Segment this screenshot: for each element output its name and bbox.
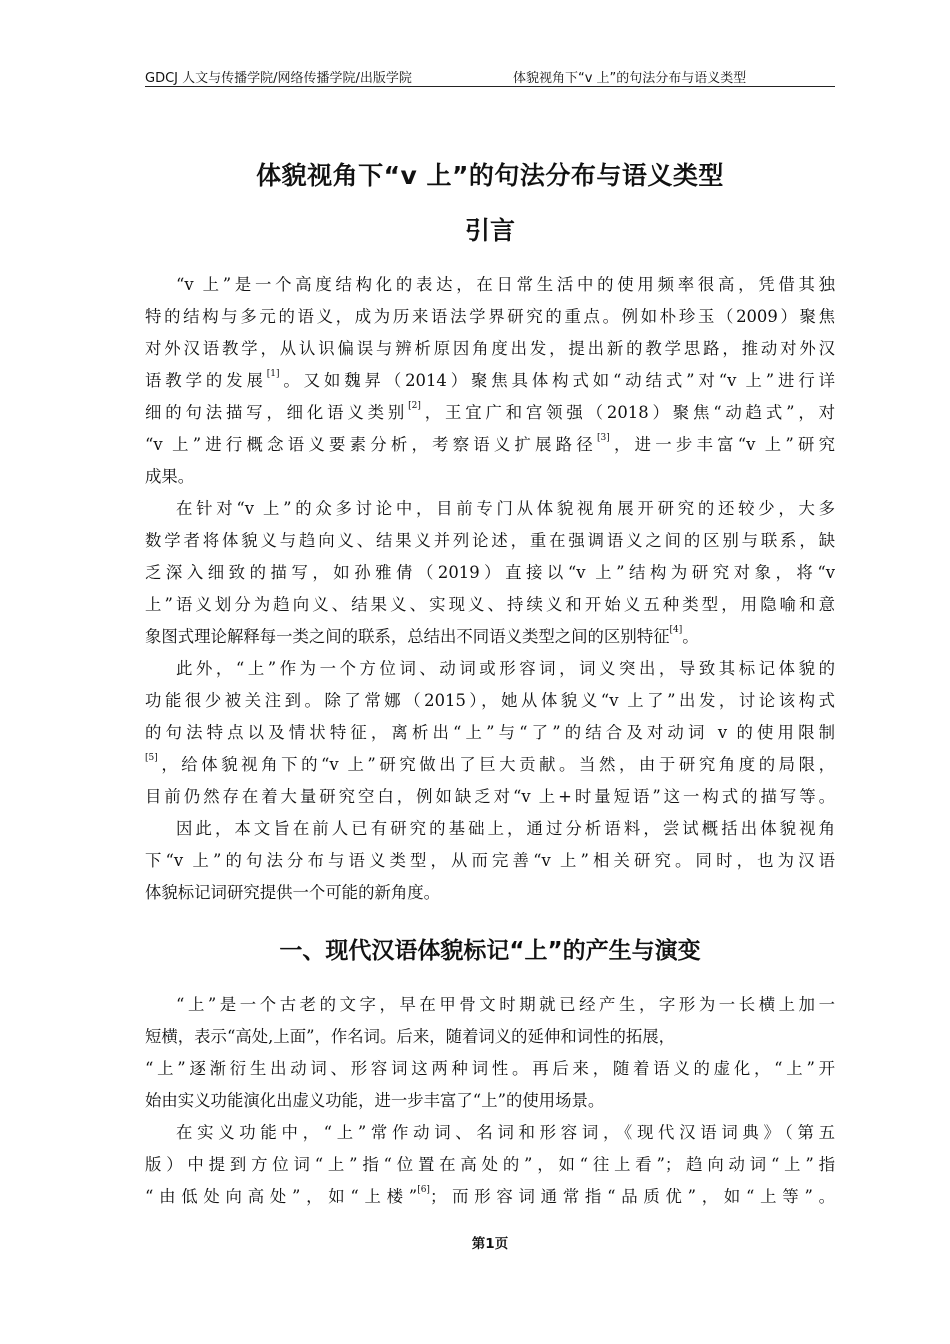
intro-line: 下“v 上”的句法分布与语义类型，从而完善“v 上”相关研究。同时，也为汉语 [145,851,835,870]
intro-line: 特的结构与多元的语义，成为历来语法学界研究的重点。例如朴珍玉（2009）聚焦 [145,307,835,326]
citation-ref: [2] [408,401,421,411]
section-line: “由低处向高处”，如“上楼”[6]；而形容词通常指“品质优”，如“上等”。 [145,1185,835,1206]
intro-line: 上”语义划分为趋向义、结果义、实现义、持续义和开始义五种类型，用隐喻和意 [145,595,835,614]
intro-line: 体貌标记词研究提供一个可能的新角度。 [145,883,441,902]
section-line: “上”是一个古老的文字，早在甲骨文时期就已经产生，字形为一长横上加一 [176,995,835,1014]
intro-line: 数学者将体貌义与趋向义、结果义并列论述，重在强调语义之间的区别与联系，缺 [145,531,835,550]
intro-line: 乏深入细致的描写，如孙雅倩（2019）直接以“v 上”结构为研究对象，将“v [145,563,835,582]
intro-line: [5]，给体貌视角下的“v 上”研究做出了巨大贡献。当然，由于研究角度的局限， [145,753,835,774]
intro-line: 此外，“上”作为一个方位词、动词或形容词，词义突出，导致其标记体貌的 [176,659,835,678]
citation-ref: [5] [145,753,158,763]
intro-line: 功能很少被关注到。除了常娜（2015），她从体貌义“v 上了”出发，讨论该构式 [145,691,835,710]
intro-line: 象图式理论解释每一类之间的联系，总结出不同语义类型之间的区别特征[4]。 [145,625,699,646]
section-line: “上”逐渐衍生出动词、形容词这两种词性。再后来，随着语义的虚化，“上”开 [145,1059,835,1078]
intro-line: 语教学的发展[1]。又如魏昇（2014）聚焦具体构式如“动结式”对“v 上”进行详 [145,369,836,390]
citation-ref: [4] [669,625,683,635]
header-institution: GDCJ 人文与传播学院/网络传播学院/出版学院 [145,71,412,86]
intro-line: 因此，本文旨在前人已有研究的基础上，通过分析语料，尝试概括出体貌视角 [176,819,835,838]
citation-ref: [3] [597,433,610,443]
intro-line: 细的句法描写，细化语义类别[2]，王宜广和宫领强（2018）聚焦“动趋式”，对 [145,401,836,422]
intro-line: “v 上”是一个高度结构化的表达，在日常生活中的使用频率很高，凭借其独 [176,275,835,294]
section-line: 短横，表示“高处,上面”，作名词。后来，随着词义的延伸和词性的拓展， [145,1027,676,1046]
section-line: 始由实义功能演化出虚义功能，进一步丰富了“上”的使用场景。 [145,1091,605,1110]
intro-line: “v 上”进行概念语义要素分析，考察语义扩展路径[3]，进一步丰富“v 上”研究 [145,433,835,454]
citation-ref: [1] [266,369,280,379]
intro-line: 成果。 [145,467,195,486]
running-header [145,66,835,87]
page-number: 第1页 [471,1236,509,1252]
intro-line: 在针对“v 上”的众多讨论中，目前专门从体貌视角展开研究的还较少，大多 [176,499,835,518]
intro-line: 对外汉语教学，从认识偏误与辨析原因角度出发，提出新的教学思路，推动对外汉 [145,339,835,358]
intro-line: 目前仍然存在着大量研究空白，例如缺乏对“v 上+时量短语”这一构式的描写等。 [145,787,835,806]
paper-title: 体貌视角下“v 上”的句法分布与语义类型 [256,161,724,190]
section-line: 在实义功能中，“上”常作动词、名词和形容词，《现代汉语词典》（第五 [176,1123,835,1142]
section-line: 版）中提到方位词“上”指“位置在高处的”，如“往上看”；趋向动词“上”指 [145,1155,835,1174]
citation-ref: [6] [417,1185,430,1195]
intro-heading: 引言 [464,216,515,245]
intro-line: 的句法特点以及情状特征，离析出“上”与“了”的结合及对动词 v 的使用限制 [145,723,835,742]
header-paper-title: 体貌视角下“v 上”的句法分布与语义类型 [513,71,747,86]
section-heading: 一、现代汉语体貌标记“上”的产生与演变 [279,938,701,964]
